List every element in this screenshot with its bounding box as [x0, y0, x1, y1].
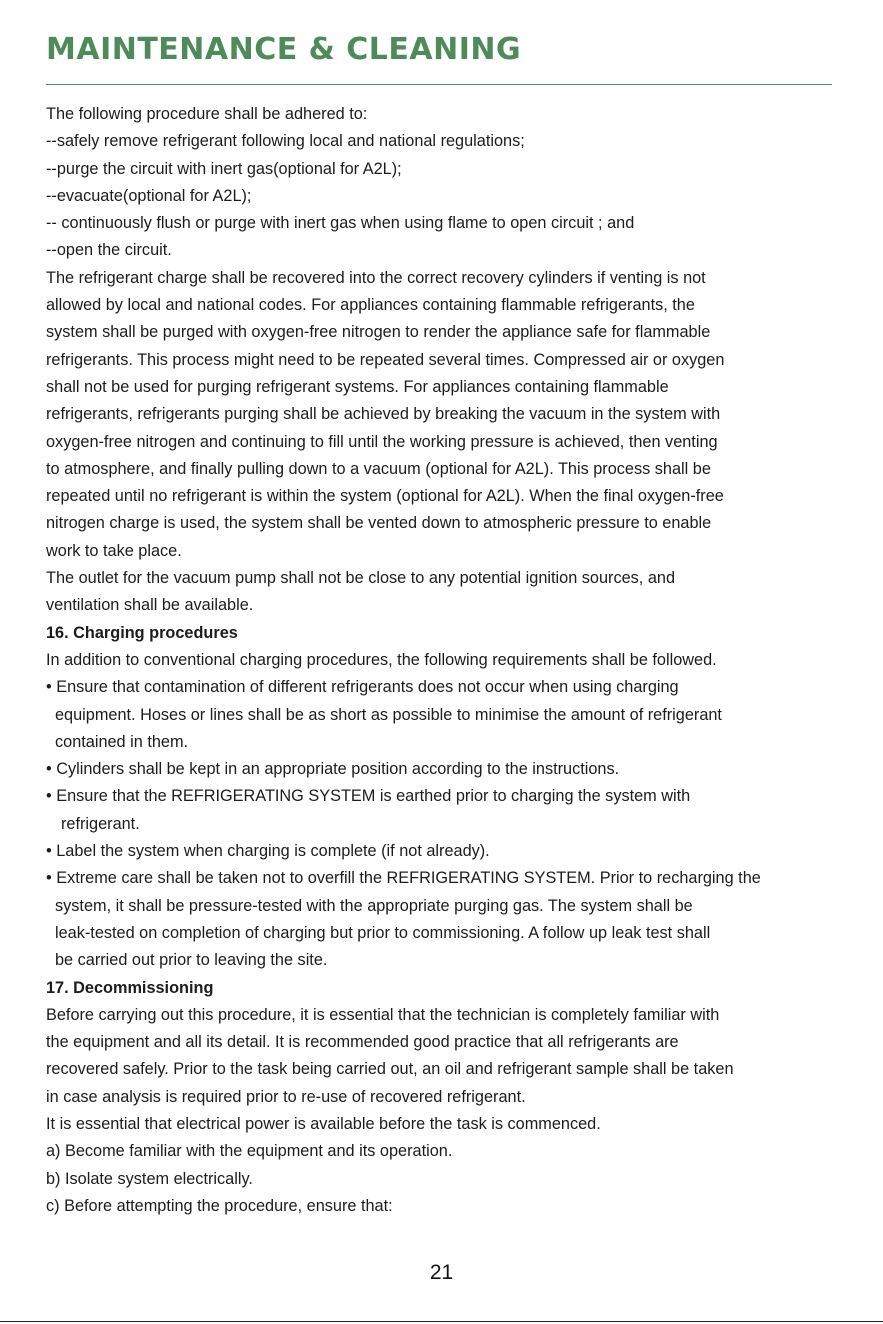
text-line: refrigerants. This process might need to be repeated several times. Compressed air or oxygen — [46, 350, 725, 369]
bullet-item: • Cylinders shall be kept in an appropriate position according to the instructions. — [46, 760, 620, 779]
bullet-continuation: refrigerant. — [61, 814, 140, 833]
text-line: system shall be purged with oxygen-free nitrogen to render the appliance safe for flammable — [46, 323, 711, 342]
list-item: b) Isolate system electrically. — [46, 1169, 253, 1188]
text-line: work to take place. — [46, 541, 182, 560]
text-line: repeated until no refrigerant is within the system (optional for A2L). When the final oxygen-free — [46, 487, 724, 506]
text-line: The outlet for the vacuum pump shall not be close to any potential ignition sources, and — [46, 569, 676, 588]
section-heading-decommissioning: 17. Decommissioning — [46, 978, 214, 997]
bullet-continuation: be carried out prior to leaving the site. — [55, 951, 328, 970]
text-line: --safely remove refrigerant following local and national regulations; — [46, 132, 525, 151]
text-line: shall not be used for purging refrigerant systems. For appliances containing flammable — [46, 377, 669, 396]
text-line: refrigerants, refrigerants purging shall be achieved by breaking the vacuum in the system with — [46, 405, 721, 424]
text-line: the equipment and all its detail. It is recommended good practice that all refrigerants are — [46, 1033, 679, 1052]
title-divider — [46, 84, 832, 85]
text-line: in case analysis is required prior to re-use of recovered refrigerant. — [46, 1087, 526, 1106]
text-line: The following procedure shall be adhered to: — [46, 105, 368, 123]
list-item: a) Become familiar with the equipment and its operation. — [46, 1142, 453, 1161]
text-line: -- continuously flush or purge with inert gas when using flame to open circuit ; and — [46, 214, 635, 233]
text-line: recovered safely. Prior to the task being carried out, an oil and refrigerant sample shall be taken — [46, 1060, 734, 1079]
text-line: It is essential that electrical power is available before the task is commenced. — [46, 1114, 601, 1133]
bullet-continuation: system, it shall be pressure-tested with the appropriate purging gas. The system shall be — [55, 896, 693, 915]
list-item: c) Before attempting the procedure, ensure that: — [46, 1196, 393, 1215]
text-line: allowed by local and national codes. For appliances containing flammable refrigerants, the — [46, 296, 695, 315]
bullet-item: • Ensure that the REFRIGERATING SYSTEM is earthed prior to charging the system with — [46, 787, 691, 806]
section-heading-charging: 16. Charging procedures — [46, 623, 238, 642]
bullet-item: • Label the system when charging is complete (if not already). — [46, 842, 490, 861]
text-line: The refrigerant charge shall be recovered into the correct recovery cylinders if venting is not — [46, 268, 706, 287]
bullet-item: • Extreme care shall be taken not to overfill the REFRIGERATING SYSTEM. Prior to recharging the — [46, 869, 761, 888]
text-line: oxygen-free nitrogen and continuing to fill until the working pressure is achieved, then venting — [46, 432, 718, 451]
text-line: In addition to conventional charging procedures, the following requirements shall be followed. — [46, 650, 717, 669]
text-line: --evacuate(optional for A2L); — [46, 186, 252, 205]
text-line: ventilation shall be available. — [46, 596, 254, 615]
page-number: 21 — [429, 1261, 454, 1284]
document-body — [46, 101, 846, 1220]
page-title: MAINTENANCE & CLEANING — [46, 32, 522, 67]
text-line: --purge the circuit with inert gas(optional for A2L); — [46, 159, 402, 178]
text-line: Before carrying out this procedure, it is essential that the technician is completely familiar with — [46, 1005, 720, 1024]
bullet-continuation: equipment. Hoses or lines shall be as short as possible to minimise the amount of refrigerant — [55, 705, 722, 724]
bullet-continuation: leak-tested on completion of charging but prior to commissioning. A follow up leak test shall — [55, 923, 711, 942]
page-bottom-edge — [0, 1321, 883, 1322]
text-line: --open the circuit. — [46, 241, 172, 260]
text-line: nitrogen charge is used, the system shall be vented down to atmospheric pressure to enable — [46, 514, 712, 533]
bullet-item: • Ensure that contamination of different refrigerants does not occur when using charging — [46, 678, 679, 697]
bullet-continuation: contained in them. — [55, 732, 189, 751]
text-line: to atmosphere, and finally pulling down to a vacuum (optional for A2L). This process shall be — [46, 459, 711, 478]
